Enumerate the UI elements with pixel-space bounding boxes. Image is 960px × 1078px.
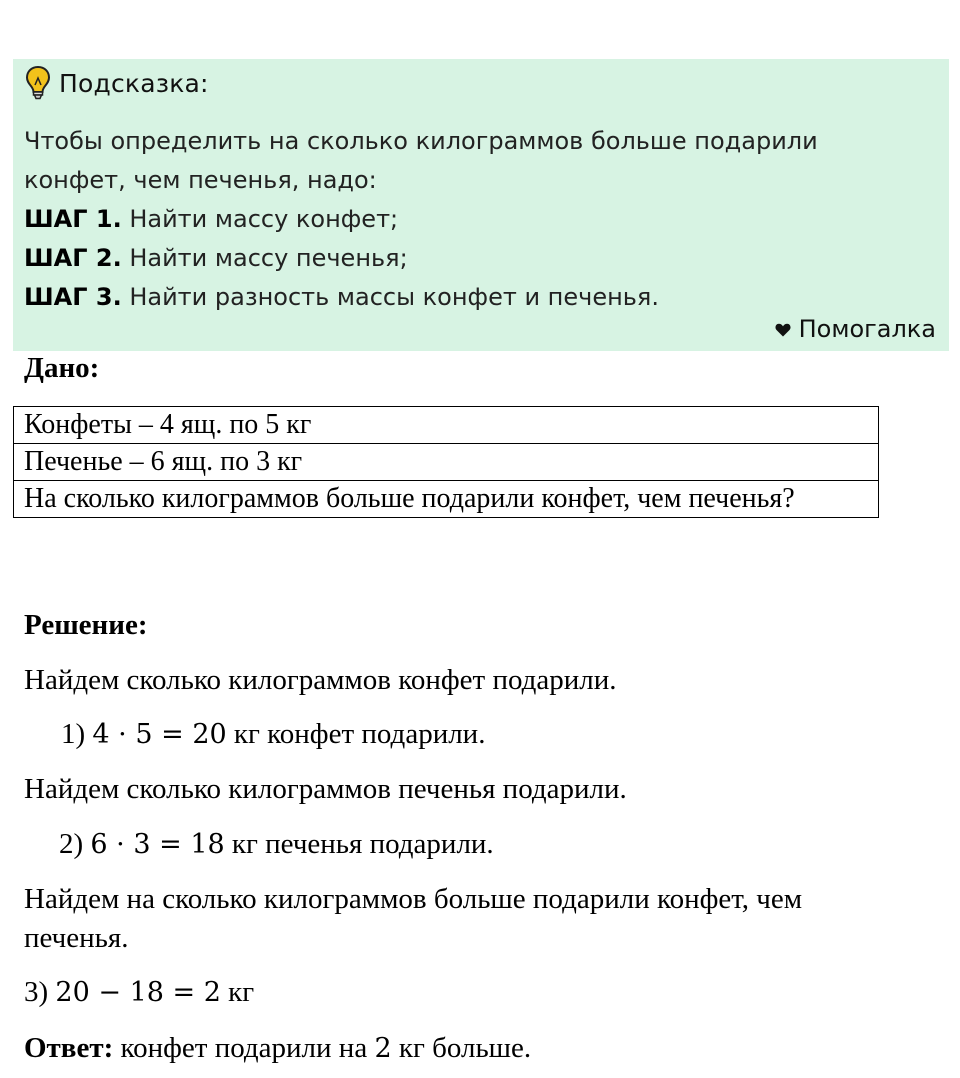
unit: кг <box>224 828 258 860</box>
step-text: Найти разность массы конфет и печенья. <box>121 283 659 311</box>
solution-text: Найдем сколько килограммов конфет подарили. <box>24 664 617 696</box>
hint-step-2 <box>24 239 929 278</box>
given-cell: Конфеты – 4 ящ. по 5 кг <box>14 407 879 444</box>
math-expression: 4 · 5 = 20 <box>92 719 227 750</box>
solution-text: печенья. <box>24 922 129 954</box>
hint-text-line: конфет, чем печенья, надо: <box>24 166 377 194</box>
given-title: Дано: <box>24 352 100 384</box>
hint-header <box>25 65 209 101</box>
step-label: ШАГ 2. <box>24 244 122 272</box>
solution-text: Найдем на сколько килограммов больше подарили конфет, чем <box>24 883 803 915</box>
hint-body <box>24 122 929 317</box>
table-row <box>14 444 879 481</box>
unit: кг <box>220 976 255 1008</box>
step-label: ШАГ 3. <box>24 283 122 311</box>
hint-step-3 <box>24 278 929 317</box>
heart-icon <box>775 315 799 343</box>
answer-rest: больше. <box>432 1032 532 1064</box>
answer-value: 2 <box>374 1033 392 1064</box>
table-row <box>14 407 879 444</box>
brand-signature <box>775 315 936 343</box>
answer-label: Ответ: <box>24 1032 114 1064</box>
given-cell: На сколько килограммов больше подарили конфет, чем печенья? <box>14 481 879 518</box>
hint-step-1 <box>24 200 929 239</box>
hint-text-line: Чтобы определить на сколько килограммов больше подарили <box>24 127 818 155</box>
hint-box <box>13 59 949 351</box>
step-rest: печенья подарили. <box>257 828 494 860</box>
solution-text: Найдем сколько килограммов печенья подарили. <box>24 773 627 805</box>
step-text: Найти массу конфет; <box>121 205 399 233</box>
answer-text: конфет подарили на <box>113 1032 375 1064</box>
lightbulb-icon <box>25 65 51 101</box>
step-label: ШАГ 1. <box>24 205 122 233</box>
step-number: 1) <box>61 718 93 750</box>
hint-title: Подсказка: <box>59 68 209 98</box>
solution-step-2 <box>59 828 494 861</box>
step-number: 3) <box>24 976 56 1008</box>
unit: кг <box>226 718 268 750</box>
given-table <box>13 406 879 518</box>
table-row <box>14 481 879 518</box>
math-expression: 6 · 3 = 18 <box>90 829 225 860</box>
solution-step-1 <box>61 718 485 751</box>
solution-step-3 <box>24 976 254 1009</box>
unit: кг <box>391 1032 433 1064</box>
math-expression: 20 − 18 = 2 <box>55 977 221 1008</box>
solution-title: Решение: <box>24 609 148 641</box>
brand-name: Помогалка <box>798 315 936 343</box>
step-rest: конфет подарили. <box>267 718 486 750</box>
step-number: 2) <box>59 828 91 860</box>
answer-line <box>24 1032 531 1065</box>
step-text: Найти массу печенья; <box>121 244 408 272</box>
given-cell: Печенье – 6 ящ. по 3 кг <box>14 444 879 481</box>
